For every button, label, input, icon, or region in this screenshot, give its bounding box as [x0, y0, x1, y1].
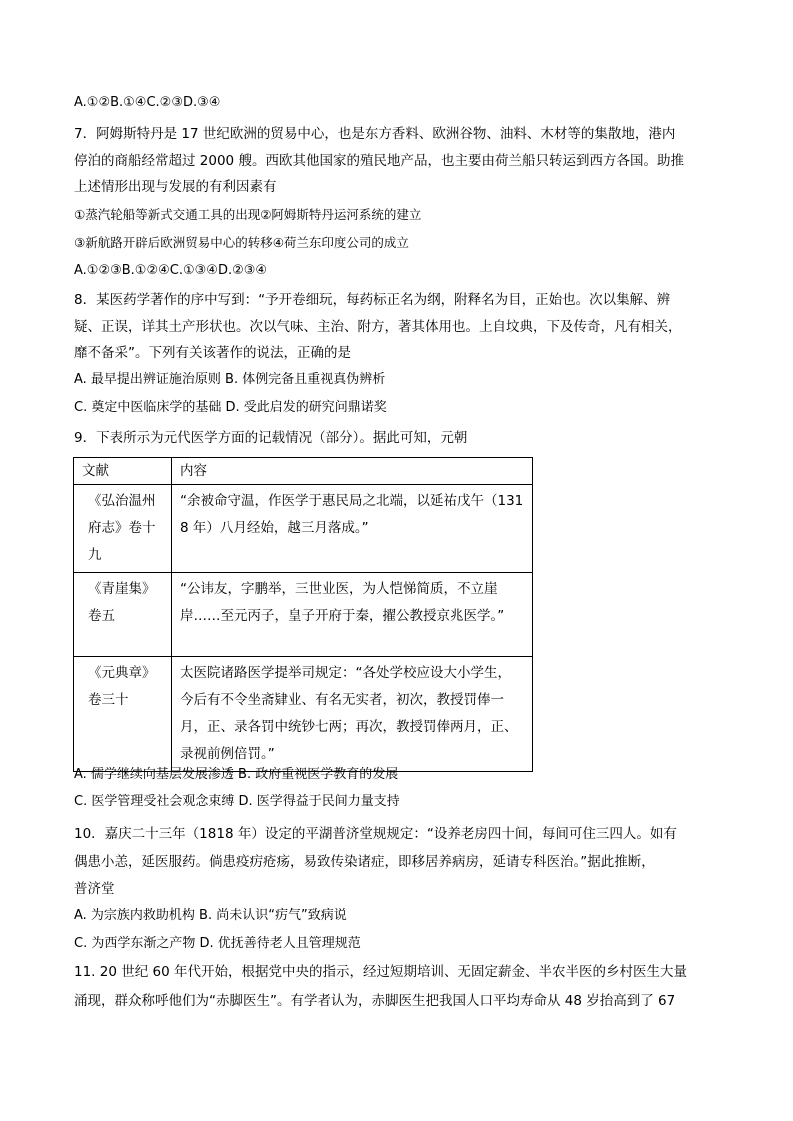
q10-stem-line-3: 普济堂	[74, 881, 115, 897]
q6-options: A.①②B.①④C.②③D.③④	[74, 95, 221, 110]
q7-options: A.①②③B.①②④C.①③④D.②③④	[74, 263, 268, 278]
q10-stem-line-1: 10．嘉庆二十三年（1818 年）设定的平湖普济堂规规定：“设养老房四十间，每间可住三四人。如有	[74, 826, 677, 842]
q9-options-line-1: A. 儒学继续向基层发展渗透 B. 政府重视医学教育的发展	[74, 767, 399, 782]
table-row	[74, 657, 533, 772]
q11-stem-line-2: 涌现，群众称呼他们为“赤脚医生”。有学者认为，赤脚医生把我国人口平均寿命从 48 岁抬高到了 67	[74, 993, 676, 1009]
q8-stem-line-1: 8．某医药学著作的序中写到：“予开卷细玩，每药标正名为纲，附释名为目，正始也。次以集解、辨	[74, 292, 671, 308]
q7-stem-line-1: 7．阿姆斯特丹是 17 世纪欧洲的贸易中心，也是东方香料、欧洲谷物、油料、木材等的集散地，港内	[74, 126, 676, 142]
cell-source: 《元典章》卷三十	[74, 657, 172, 772]
q9-stem: 9．下表所示为元代医学方面的记载情况（部分）。据此可知，元朝	[74, 430, 468, 446]
q8-stem-line-3: 靡不备采”。下列有关该著作的说法，正确的是	[74, 345, 351, 361]
cell-source: 《青崖集》卷五	[74, 573, 172, 657]
cell-source: 《弘治温州府志》卷十九	[74, 485, 172, 573]
header-source: 文献	[74, 458, 172, 485]
q9-options-line-2: C. 医学管理受社会观念束缚 D. 医学得益于民间力量支持	[74, 794, 400, 809]
cell-content: “公讳友，字鹏举，三世业医，为人恺悌简质，不立崖岸……至元丙子，皇子开府于秦，擢公教授京兆医学。”	[172, 573, 533, 657]
table-row	[74, 573, 533, 657]
q7-items-line-1: ①蒸汽轮船等新式交通工具的出现②阿姆斯特丹运河系统的建立	[74, 207, 422, 222]
cell-content: 太医院诸路医学提举司规定：“各处学校应设大小学生，今后有不令坐斋肄业、有名无实者，初次，教授罚俸一月，正、录各罚中统钞七两；再次，教授罚俸两月，正、录视前例倍罚。”	[172, 657, 533, 772]
q7-items-line-2: ③新航路开辟后欧洲贸易中心的转移④荷兰东印度公司的成立	[74, 235, 409, 250]
q8-options-line-2: C. 奠定中医临床学的基础 D. 受此启发的研究问鼎诺奖	[74, 400, 387, 415]
q8-options-line-1: A. 最早提出辨证施治原则 B. 体例完备且重视真伪辨析	[74, 372, 386, 387]
q10-options-line-1: A. 为宗族内救助机构 B. 尚未认识“疠气”致病说	[74, 908, 347, 923]
q8-stem-line-2: 疑、正误，详其土产形状也。次以气味、主治、附方，著其体用也。上自坟典，下及传奇，凡有相关，	[74, 319, 682, 335]
q9-table	[73, 457, 533, 772]
q10-options-line-2: C. 为西学东渐之产物 D. 优抚善待老人且管理规范	[74, 936, 361, 951]
q7-stem-line-3: 上述情形出现与发展的有利因素有	[74, 179, 277, 195]
q10-stem-line-2: 偶患小恙，延医服药。倘患疫疠疮疡，易致传染诸症，即移居养病房，延请专科医治。”据此推断，	[74, 854, 655, 870]
q11-stem-line-1: 11. 20 世纪 60 年代开始，根据党中央的指示，经过短期培训、无固定薪金、半农半医的乡村医生大量	[74, 964, 687, 980]
cell-content: “余被命守温，作医学于惠民局之北端，以延祐戊午（1318 年）八月经始，越三月落成。”	[172, 485, 533, 573]
q7-stem-line-2: 停泊的商船经常超过 2000 艘。西欧其他国家的殖民地产品，也主要由荷兰船只转运到西方各国。助推	[74, 153, 684, 169]
table-header-row	[74, 458, 533, 485]
table-row	[74, 485, 533, 573]
header-content: 内容	[172, 458, 533, 485]
